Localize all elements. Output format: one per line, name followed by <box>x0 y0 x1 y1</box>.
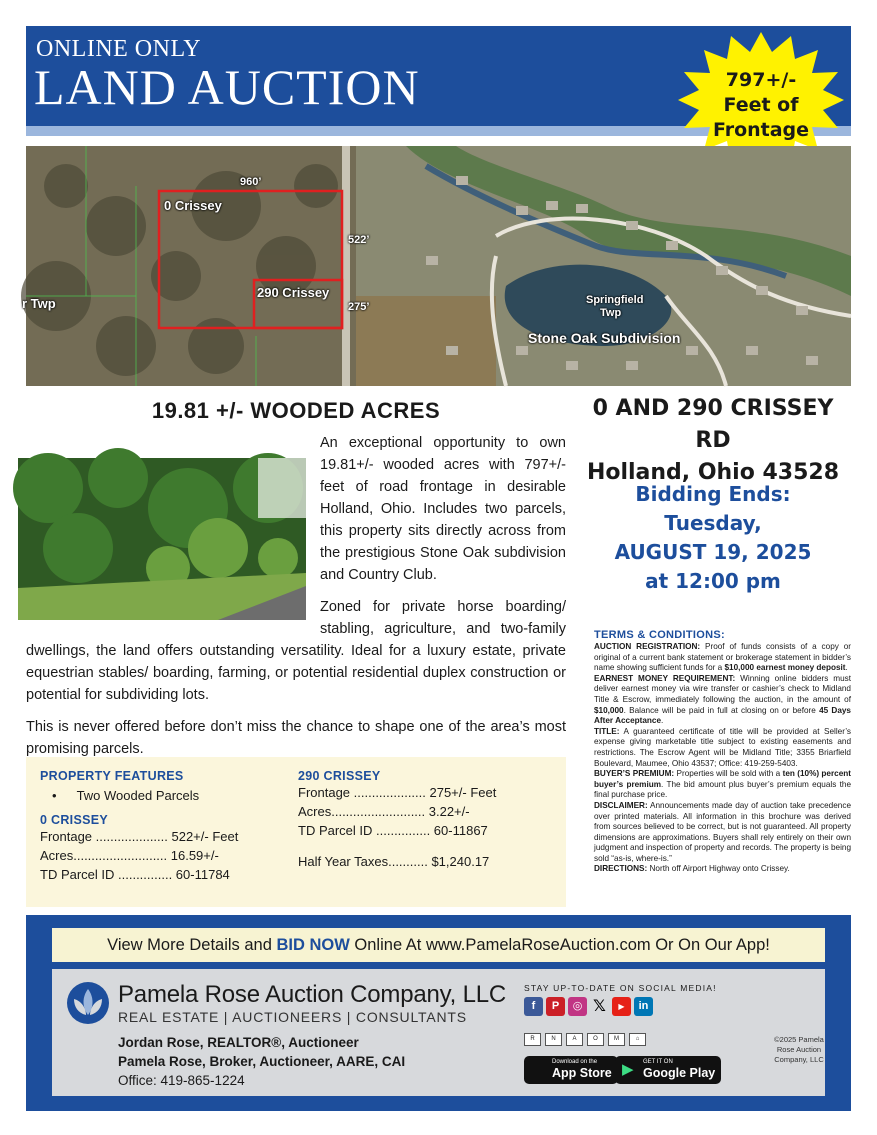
description-paragraph-3: This is never offered before don’t miss the chance to shape one of the area’s most promising parcels. <box>26 719 566 757</box>
association-logos <box>524 1033 646 1046</box>
map-dim-960: 960’ <box>240 176 262 188</box>
company-tagline: REAL ESTATE | AUCTIONEERS | CONSULTANTS <box>118 1009 467 1025</box>
map-dim-275: 275’ <box>348 301 370 313</box>
property-photo <box>18 458 306 620</box>
features-column-left <box>40 769 290 884</box>
burst-line-3: Frontage <box>712 119 810 141</box>
terms-buyers-premium: BUYER’S PREMIUM: Properties will be sold with a ten (10%) percent buyer’s premium. The bid amount plus buyer’s premium equals the final purchase price. <box>594 769 852 800</box>
bidding-line-1: Bidding Ends: <box>635 482 791 506</box>
header-subtitle: ONLINE ONLY <box>36 36 202 62</box>
terms-disclaimer: DISCLAIMER: Announcements made day of auction take precedence over printed materials. All information in this brochure was derived from sources believed to be correct, but is not guaranteed. All property dimensions are approximations. Buyers shall rely entirely on their own judgment and inspection of property and records. The property is being sold “as-is, where-is.” <box>594 800 851 863</box>
instagram-icon[interactable]: ◎ <box>568 997 587 1016</box>
map-label-twp-right: Twp <box>600 307 622 319</box>
google-play-button[interactable]: ▶ GET IT ON Google Play <box>615 1056 721 1084</box>
terms-title-section: TITLE: A guaranteed certificate of title will be provided at Seller’s expense giving marketable title subject to existing easements and restrictions. The Escrow Agent will be Midland Title; 3355 Briarfield Boulevard, Maumee, Ohio 43537; Office: 419-259-5403. <box>594 726 851 768</box>
contact-jordan: Jordan Rose, REALTOR®, Auctioneer <box>118 1035 359 1050</box>
office-phone[interactable]: Office: 419-865-1224 <box>118 1073 245 1088</box>
terms-directions: DIRECTIONS: North off Airport Highway onto Crissey. <box>594 864 790 874</box>
property-address <box>575 393 851 489</box>
company-card <box>52 969 825 1096</box>
company-name: Pamela Rose Auction Company, LLC <box>118 981 507 1008</box>
map-label-stone-oak: Stone Oak Subdivision <box>528 330 681 346</box>
acreage-headline: 19.81 +/- WOODED ACRES <box>151 398 441 423</box>
map-label-twp-left: r Twp <box>22 296 56 311</box>
features-column-right <box>298 769 558 871</box>
zero-crissey-parcel: TD Parcel ID ............... 60-11784 <box>40 867 230 882</box>
linkedin-icon[interactable]: in <box>634 997 653 1016</box>
map-label-springfield: Springfield <box>586 294 644 306</box>
map-label-0-crissey: 0 Crissey <box>164 198 222 213</box>
property-features-box <box>26 757 566 907</box>
contact-list <box>118 1033 405 1090</box>
map-label-290-crissey: 290 Crissey <box>257 285 330 300</box>
burst-line-2: Feet of <box>723 94 799 116</box>
two-ninety-crissey-taxes: Half Year Taxes........... $1,240.17 <box>298 854 490 869</box>
copyright: ©2025 Pamela Rose Auction Company, LLC <box>774 1035 824 1064</box>
realtor-logo-icon: R <box>524 1033 541 1046</box>
equal-housing-icon: ⌂ <box>629 1033 646 1046</box>
x-icon[interactable]: 𝕏 <box>590 997 609 1016</box>
bidding-line-4: at 12:00 pm <box>645 569 781 593</box>
play-icon: ▶ <box>622 1061 634 1078</box>
terms-and-conditions <box>594 628 851 875</box>
property-description <box>26 432 566 770</box>
burst-line-1: 797+/- <box>725 69 797 91</box>
facebook-icon[interactable]: f <box>524 997 543 1016</box>
description-paragraph-2: Zoned for private horse boarding/ stabling, agriculture, and two-family dwellings, the land offers outstanding versatility. Ideal for a luxury estate, private equestrian stables/ boarding, farming, or potential residential duplex construction or potential for subdividing lots. <box>26 599 566 703</box>
bidding-ends <box>575 480 851 596</box>
address-line-1: 0 AND 290 CRISSEY RD <box>592 396 834 453</box>
website-link[interactable]: Online At www.PamelaRoseAuction.com Or On Our App! <box>354 936 770 954</box>
youtube-icon[interactable]: ▶ <box>612 997 631 1016</box>
two-ninety-crissey-parcel: TD Parcel ID ............... 60-11867 <box>298 823 488 838</box>
company-logo-icon <box>64 981 112 1025</box>
bid-now-label: BID NOW <box>276 936 350 954</box>
zero-crissey-frontage: Frontage .................... 522+/- Feet <box>40 829 239 844</box>
social-links <box>524 997 653 1016</box>
address-line-2: Holland, Ohio 43528 <box>586 460 840 485</box>
map-dim-522: 522’ <box>348 234 370 246</box>
mls-logo-icon: M <box>608 1033 625 1046</box>
app-store-button[interactable]: Download on the App Store <box>524 1056 618 1084</box>
terms-earnest-money: EARNEST MONEY REQUIREMENT: Winning online bidders must deliver earnest money via wire transfer or cashier’s check to Midland Title & Escrow, immediately following the auction, in the amount of $10,000. Balance will be paid in full at closing on or before 45 Days After Acceptance. <box>594 673 851 726</box>
bidding-line-2: Tuesday, <box>664 511 762 535</box>
features-bullet: • Two Wooded Parcels <box>52 787 290 805</box>
two-ninety-crissey-title: 290 CRISSEY <box>298 769 381 783</box>
two-ninety-crissey-acres: Acres.......................... 3.22+/- <box>298 804 470 819</box>
description-paragraph-1: An exceptional opportunity to own 19.81+/- wooded acres with 797+/- feet of road frontage in desirable Holland, Ohio. Includes two parcels, this property sits directly across from the prestigious Stone Oak subdivision and Country Club. <box>320 435 566 583</box>
terms-title: TERMS & CONDITIONS: <box>594 629 725 641</box>
terms-registration: AUCTION REGISTRATION: Proof of funds consists of a copy or original of a current bank statement or brokerage statement in bidder’s name showing sufficient funds for a $10,000 earnest money deposit. <box>594 642 851 673</box>
aerial-map <box>22 146 851 386</box>
bidding-line-3: AUGUST 19, 2025 <box>614 540 812 564</box>
social-title: STAY UP-TO-DATE ON SOCIAL MEDIA! <box>524 983 717 993</box>
features-title: PROPERTY FEATURES <box>40 769 184 783</box>
aare-logo-icon: A <box>566 1033 583 1046</box>
bid-now-cta[interactable]: View More Details and BID NOW Online At www.PamelaRoseAuction.com Or On Our App! <box>52 928 825 962</box>
footer <box>26 915 851 1111</box>
two-ninety-crissey-frontage: Frontage .................... 275+/- Feet <box>298 785 497 800</box>
nar-logo-icon: N <box>545 1033 562 1046</box>
zero-crissey-title: 0 CRISSEY <box>40 813 109 827</box>
zero-crissey-acres: Acres.......................... 16.59+/- <box>40 848 219 863</box>
pinterest-icon[interactable]: P <box>546 997 565 1016</box>
contact-pamela: Pamela Rose, Broker, Auctioneer, AARE, CAI <box>118 1054 406 1069</box>
header-title: LAND AUCTION <box>34 59 420 115</box>
aerial-photo <box>26 146 851 386</box>
oaa-logo-icon: O <box>587 1033 604 1046</box>
